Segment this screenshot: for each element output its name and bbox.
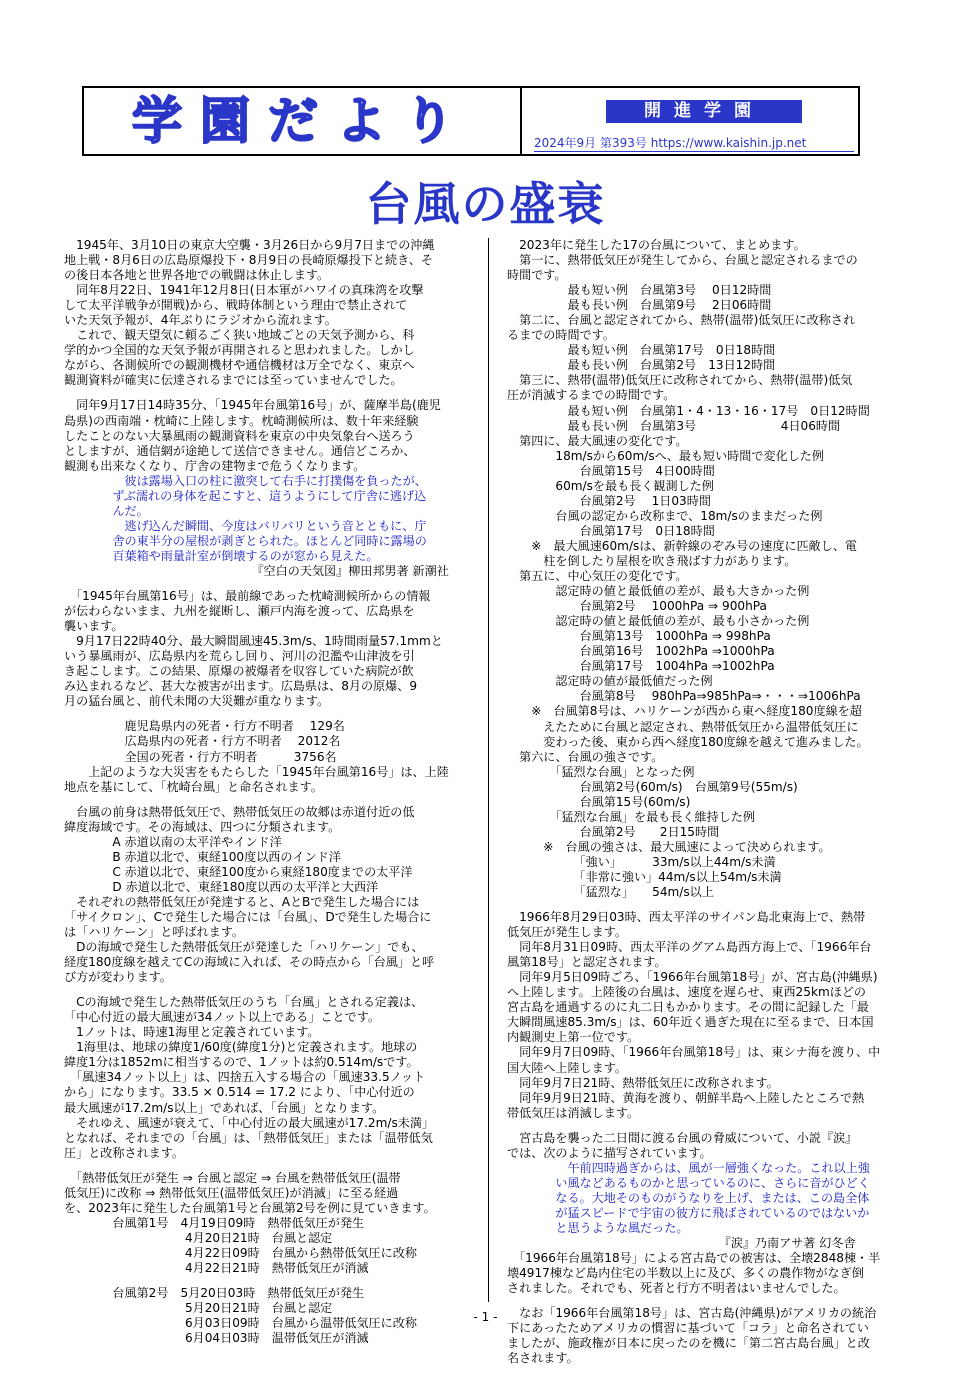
text-line: 逃げ込んだ瞬間、今度はバリバリという音とともに、庁 xyxy=(64,518,427,533)
text-line: 同年8月22日、1941年12月8日(日本軍がハワイの真珠湾を攻撃 xyxy=(64,283,424,298)
text-line: Dの海域で発生した熱帯低気圧が発達した「ハリケーン」でも、 xyxy=(64,940,424,955)
text-line: 圧」と改称されます。 xyxy=(64,1145,184,1160)
text-line: 「サイクロン」、Cで発生した場合には「台風」、Dで発生した場合に xyxy=(64,909,432,924)
text-line: は「ハリケーン」と呼ばれます。 xyxy=(64,925,244,940)
text-line: 鹿児島県内の死者・行方不明者 129名 xyxy=(64,719,345,734)
school-name-badge: 開進学園 xyxy=(606,100,802,123)
text-line: 最も短い例 台風第3号 0日12時間 xyxy=(507,283,772,298)
text-line: 「強い」 33m/s以上44m/s未満 xyxy=(507,854,776,869)
text-line: 第二に、台風と認定されてから、熱帯(温帯)低気圧に改称され xyxy=(507,313,856,328)
text-line: び方が変わります。 xyxy=(64,970,172,985)
text-line: 時間です。 xyxy=(507,268,567,283)
text-line: 「風速34ノット以上」は、四捨五入する場合の「風速33.5ノット xyxy=(64,1070,426,1085)
text-line: 午前四時過ぎからは、風が一層強くなった。これ以上強 xyxy=(507,1160,870,1175)
text-line: の後日本各地と世界各地での戦闘は休止します。 xyxy=(64,268,330,283)
text-line: これで、観天望気に頼るごく狭い地域ごとの天気予測から、科 xyxy=(64,328,415,343)
text-line: 「非常に強い」44m/s以上54m/s未満 xyxy=(507,869,782,884)
text-line: 変わった後、東から西へ経度180度線を越えて進みました。 xyxy=(507,734,869,749)
text-line: それゆえ、風速が衰えて、「中心付近の最大風速が17.2m/s未満」 xyxy=(64,1115,435,1130)
text-line: 「1966年台風第18号」による宮古島での被害は、全壊2848棟・半 xyxy=(507,1251,881,1266)
text-line: 第五に、中心気圧の変化です。 xyxy=(507,569,688,584)
text-line: 「1945年台風第16号」は、最前線であった枕崎測候所からの情報 xyxy=(64,589,431,604)
text-line: 大瞬間風速85.3m/s」は、60年近く過ぎた現在に至るまで、日本国 xyxy=(507,1015,874,1030)
text-line: 第六に、台風の強さです。 xyxy=(507,749,664,764)
text-line: 台風第2号 1日03時間 xyxy=(507,493,711,508)
text-line: 『空白の天気図』柳田邦男著 新潮社 xyxy=(64,563,449,578)
text-line: 名されます。 xyxy=(507,1351,579,1366)
text-line: 最も長い例 台風第2号 13日12時間 xyxy=(507,358,776,373)
text-line: と思うような風だった。 xyxy=(507,1221,689,1235)
text-line: 台風第17号 0日18時間 xyxy=(507,523,715,538)
text-line: 6月04日03時 温帯低気圧が消滅 xyxy=(64,1331,369,1346)
text-line: 4月22日09時 台風から熱帯低気圧に改称 xyxy=(64,1245,417,1260)
text-line: 台風第2号 2日15時間 xyxy=(507,824,720,839)
text-line: 台風第16号 1002hPa ⇒1000hPa xyxy=(507,644,775,659)
text-line: 観測も出来なくなり、庁舎の建物まで危うくなります。 xyxy=(64,458,366,473)
text-line: 圧が消滅するまでの時間です。 xyxy=(507,388,676,403)
text-line: 同年9月5日09時ごろ、「1966年台風第18号」が、宮古島(沖縄県) xyxy=(507,970,878,985)
text-line: から」になります。33.5 × 0.514 = 17.2 により、「中心付近の xyxy=(64,1085,415,1100)
paragraph-gap xyxy=(64,985,474,995)
text-line: い風などあるものかと思っているのに、さらに音がひどく xyxy=(507,1175,870,1190)
text-line: 4月22日21時 熱帯低気圧が消滅 xyxy=(64,1261,369,1275)
text-line: となれば、それまでの「台風」は、「熱帯低気圧」または「温帯低気 xyxy=(64,1130,433,1145)
text-line: 柱を倒したり屋根を吹き飛ばす力があります。 xyxy=(507,553,797,568)
text-line: 百葉箱や雨量計室が倒壊するのが窓から見えた。 xyxy=(64,548,379,563)
text-line: 襲います。 xyxy=(64,619,124,634)
text-line: 地上戦・8月6日の広島原爆投下・8月9日の長崎原爆投下と続き、そ xyxy=(64,253,433,268)
text-line: 「猛烈な」 54m/s以上 xyxy=(507,885,714,900)
paragraph-gap xyxy=(507,1296,911,1306)
text-line: 6月03日09時 台風から温帯低気圧に改称 xyxy=(64,1316,417,1331)
text-line: 低気圧が発生します。 xyxy=(507,925,627,940)
text-line: 緯度海域です。その海域は、四つに分類されます。 xyxy=(64,819,341,834)
text-line: 台風第15号 4日00時間 xyxy=(507,463,715,478)
text-line: を、2023年に発生した台風第1号と台風第2号を例に見ていきます。 xyxy=(64,1200,436,1215)
text-line: 同年9月9日21時、黄海を渡り、朝鮮半島へ上陸したところで熱 xyxy=(507,1090,865,1105)
text-line: 5月20日21時 台風と認定 xyxy=(64,1301,333,1316)
paragraph-gap xyxy=(64,388,474,398)
text-line: ※ 台風の強さは、最大風速によって決められます。 xyxy=(507,839,831,854)
text-line: 「猛烈な台風」を最も長く維持した例 xyxy=(507,809,755,824)
text-line: 国大陸へ上陸します。 xyxy=(507,1060,627,1075)
text-line: 第四に、最大風速の変化です。 xyxy=(507,433,688,448)
text-line: ずぶ濡れの身体を起こすと、這うようにして庁舎に逃げ込 xyxy=(64,488,427,503)
text-line: 宮古島を襲った二日間に渡る台風の脅威について、小説『涙』 xyxy=(507,1130,858,1145)
text-line: 台風第13号 1000hPa ⇒ 998hPa xyxy=(507,629,771,644)
newsletter-title: 学園だより xyxy=(84,88,522,154)
text-line: が猛スピードで宇宙の彼方に飛ばされているのではないか xyxy=(507,1205,870,1220)
text-line: A 赤道以南の太平洋やインド洋 xyxy=(64,834,282,849)
text-line: 壊4917棟など島内住宅の半数以上に及び、多くの農作物がなぎ倒 xyxy=(507,1266,864,1281)
text-line: としますが、通信網が途絶して送信できません。通信どころか、 xyxy=(64,443,416,458)
text-line: き起こします。この結果、原爆の被爆者を収容していた病院が飲 xyxy=(64,664,414,679)
text-line: 月の猛台風と、前代未聞の大災難が重なります。 xyxy=(64,694,330,709)
text-line: C 赤道以北で、東経100度から東経180度までの太平洋 xyxy=(64,864,413,879)
text-line: ながら、各測候所での観測機材や通信機材は万全でなく、東京へ xyxy=(64,358,415,373)
text-line: 下にあったためアメリカの慣習に基づいて「コラ」と命名されてい xyxy=(507,1321,869,1336)
column-divider xyxy=(488,238,489,1302)
text-line: B 赤道以北で、東経100度以西のインド洋 xyxy=(64,849,341,864)
text-line: 最も長い例 台風第9号 2日06時間 xyxy=(507,298,772,313)
text-line: 地点を基にして、「枕崎台風」と命名されます。 xyxy=(64,779,323,794)
text-line: 認定時の値と最低値の差が、最も大きかった例 xyxy=(507,584,810,599)
text-line: 1ノットは、時速1海里と定義されています。 xyxy=(64,1025,320,1040)
text-line: るまでの時間です。 xyxy=(507,328,615,343)
text-line: 同年9月7日09時、「1966年台風第18号」は、東シナ海を渡り、中 xyxy=(507,1045,881,1060)
text-line: へ上陸します。上陸後の台風は、速度を遅らせ、東西25kmほどの xyxy=(507,985,867,1000)
text-line: 台風第2号 1000hPa ⇒ 900hPa xyxy=(507,599,767,614)
text-line: ※ 最大風速60m/sは、新幹線のぞみ号の速度に匹敵し、電 xyxy=(507,538,858,553)
text-line: 観測資料が確実に伝達されるまでには至っていませんでした。 xyxy=(64,373,403,388)
text-line: 18m/sから60m/sへ、最も短い時間で変化した例 xyxy=(507,448,824,463)
text-line: 低気圧)に改称 ⇒ 熱帯低気圧(温帯低気圧)が消滅」に至る経過 xyxy=(64,1185,399,1200)
text-line: D 赤道以北で、東経180度以西の太平洋と大西洋 xyxy=(64,879,379,894)
text-line: 帯低気圧は消滅します。 xyxy=(507,1105,640,1120)
text-line: 同年9月7日21時、熱帯低気圧に改称されます。 xyxy=(507,1075,779,1090)
text-line: 「猛烈な台風」となった例 xyxy=(507,764,695,779)
text-line: が伝わらないまま、九州を縦断し、瀬戸内海を渡って、広島県を xyxy=(64,604,415,619)
text-line: 最も長い例 台風第3号 4日06時間 xyxy=(507,418,841,433)
text-line: んだ。 xyxy=(64,503,149,518)
text-line: 1海里は、地球の緯度1/60度(緯度1分)と定義されます。地球の xyxy=(64,1040,418,1055)
text-line: なお「1966年台風第18号」は、宮古島(沖縄県)がアメリカの統治 xyxy=(507,1306,877,1321)
text-line: み込まれるなど、甚大な被害が出ます。広島県は、8月の原爆、9 xyxy=(64,679,418,694)
text-line: したことのない大暴風雨の観測資料を東京の中央気象台へ送ろう xyxy=(64,428,415,443)
text-line: 台風の前身は熱帯低気圧で、熱帯低気圧の故郷は赤道付近の低 xyxy=(64,804,415,819)
text-line: 4月20日21時 台風と認定 xyxy=(64,1230,333,1245)
paragraph-gap xyxy=(507,900,911,910)
text-line: 台風第15号(60m/s) xyxy=(507,794,691,809)
text-line: 舎の東半分の屋根が剥ぎとられた。ほとんど同時に露場の xyxy=(64,533,427,548)
text-line: 台風第1号 4月19日09時 熱帯低気圧が発生 xyxy=(64,1215,365,1230)
text-line: 9月17日22時40分、最大瞬間風速45.3m/s、1時間雨量57.1mmと xyxy=(64,634,443,649)
text-line: 同年8月31日09時、西太平洋のグアム島西方海上で、「1966年台 xyxy=(507,940,872,955)
text-line: 2023年に発生した17の台風について、まとめます。 xyxy=(507,238,806,252)
text-line: 学的かつ全国的な天気予報が再開されると思われました。しかし xyxy=(64,343,415,358)
text-line: 上記のような大災害をもたらした「1945年台風第16号」は、上陸 xyxy=(64,764,449,779)
text-line: 1945年、3月10日の東京大空襲・3月26日から9月7日までの沖縄 xyxy=(64,238,435,252)
text-line: いた天気予報が、4年ぶりにラジオから流れます。 xyxy=(64,313,337,328)
text-line: 最も短い例 台風第1・4・13・16・17号 0日12時間 xyxy=(507,403,870,418)
text-line: 全国の死者・行方不明者 3756名 xyxy=(64,749,337,764)
text-line: Cの海域で発生した熱帯低気圧のうち「台風」とされる定義は、 xyxy=(64,995,424,1010)
text-line: 台風第2号 5月20日03時 熱帯低気圧が発生 xyxy=(64,1286,365,1301)
paragraph-gap xyxy=(64,1161,474,1171)
text-line: なる。大地そのものがうなりを上げ、または、この島全体 xyxy=(507,1190,870,1205)
text-line: 最大風速が17.2m/s以上」であれば、「台風」となります。 xyxy=(64,1100,385,1115)
text-line: 認定時の値と最低値の差が、最も小さかった例 xyxy=(507,614,810,629)
text-line: 『涙』乃南アサ著 幻冬舎 xyxy=(507,1236,856,1251)
text-line: ましたが、施政権が日本に戻ったのを機に「第二宮古島台風」と改 xyxy=(507,1336,870,1351)
left-column xyxy=(64,238,474,1346)
text-line: 「熱帯低気圧が発生 ⇒ 台風と認定 ⇒ 台風を熱帯低気圧(温帯 xyxy=(64,1170,401,1185)
text-line: 台風第8号 980hPa⇒985hPa⇒・・・⇒1006hPa xyxy=(507,689,861,704)
page-number: - 1 - xyxy=(473,1310,498,1324)
text-line: 台風第17号 1004hPa ⇒1002hPa xyxy=(507,659,775,674)
text-line: 宮古島を通過するのに丸二日もかかります。その間に記録した「最 xyxy=(507,1000,869,1015)
text-line: それぞれの熱帯低気圧が発達すると、AとBで発生した場合には xyxy=(64,894,420,909)
text-line: 内観測史上第一位です。 xyxy=(507,1030,640,1045)
text-line: 経度180度線を越えてCの海域に入れば、その時点から「台風」と呼 xyxy=(64,955,435,970)
text-line: では、次のように描写されています。 xyxy=(507,1145,712,1160)
issue-info: 2024年9月 第393号 https://www.kaishin.jp.net xyxy=(534,134,854,152)
article-headline: 台風の盛衰 xyxy=(365,177,606,231)
text-line: 最も短い例 台風第17号 0日18時間 xyxy=(507,343,776,358)
text-line: 60m/sを最も長く観測した例 xyxy=(507,478,714,493)
paragraph-gap xyxy=(64,579,474,589)
text-line: 風第18号」と認定されます。 xyxy=(507,955,667,970)
text-line: 第三に、熱帯(温帯)低気圧に改称されてから、熱帯(温帯)低気 xyxy=(507,373,853,388)
text-line: 台風の認定から改称まで、18m/sのままだった例 xyxy=(507,508,823,523)
text-line: 「中心付近の最大風速が34ノット以上である」ことです。 xyxy=(64,1010,380,1025)
masthead xyxy=(82,86,860,156)
text-line: 同年9月17日14時35分、「1945年台風第16号」が、薩摩半島(鹿児 xyxy=(64,398,441,413)
text-line: されました。それでも、死者と行方不明者はいませんでした。 xyxy=(507,1281,846,1296)
text-line: ※ 台風第8号は、ハリケーンが西から東へ経度180度線を超 xyxy=(507,704,862,719)
right-column xyxy=(507,238,911,1366)
paragraph-gap xyxy=(64,795,474,805)
paragraph-gap xyxy=(64,1276,474,1286)
text-line: 台風第2号(60m/s) 台風第9号(55m/s) xyxy=(507,779,798,794)
text-line: えたために台風と認定され、熱帯低気圧から温帯低気圧に xyxy=(507,719,859,734)
text-line: 緯度1分は1852mに相当するので、1ノットは約0.514m/sです。 xyxy=(64,1055,419,1070)
text-line: 認定時の値が最低値だった例 xyxy=(507,674,713,689)
paragraph-gap xyxy=(507,1121,911,1131)
text-line: いう暴風雨が、広島県内を荒らし回り、河川の氾濫や山津波を引 xyxy=(64,649,415,664)
text-line: 広島県内の死者・行方不明者 2012名 xyxy=(64,734,341,749)
text-line: して太平洋戦争が開戦)から、戦時体制という理由で禁止されて xyxy=(64,298,408,313)
text-line: 島県)の西南端・枕崎に上陸します。枕崎測候所は、数十年来経験 xyxy=(64,413,419,428)
text-line: 彼は露場入口の柱に激突して右手に打撲傷を負ったが、 xyxy=(64,473,427,488)
paragraph-gap xyxy=(64,709,474,719)
text-line: 第一に、熱帯低気圧が発生してから、台風と認定されるまでの xyxy=(507,253,858,268)
text-line: 1966年8月29日03時、西太平洋のサイパン島北東海上で、熱帯 xyxy=(507,910,866,925)
